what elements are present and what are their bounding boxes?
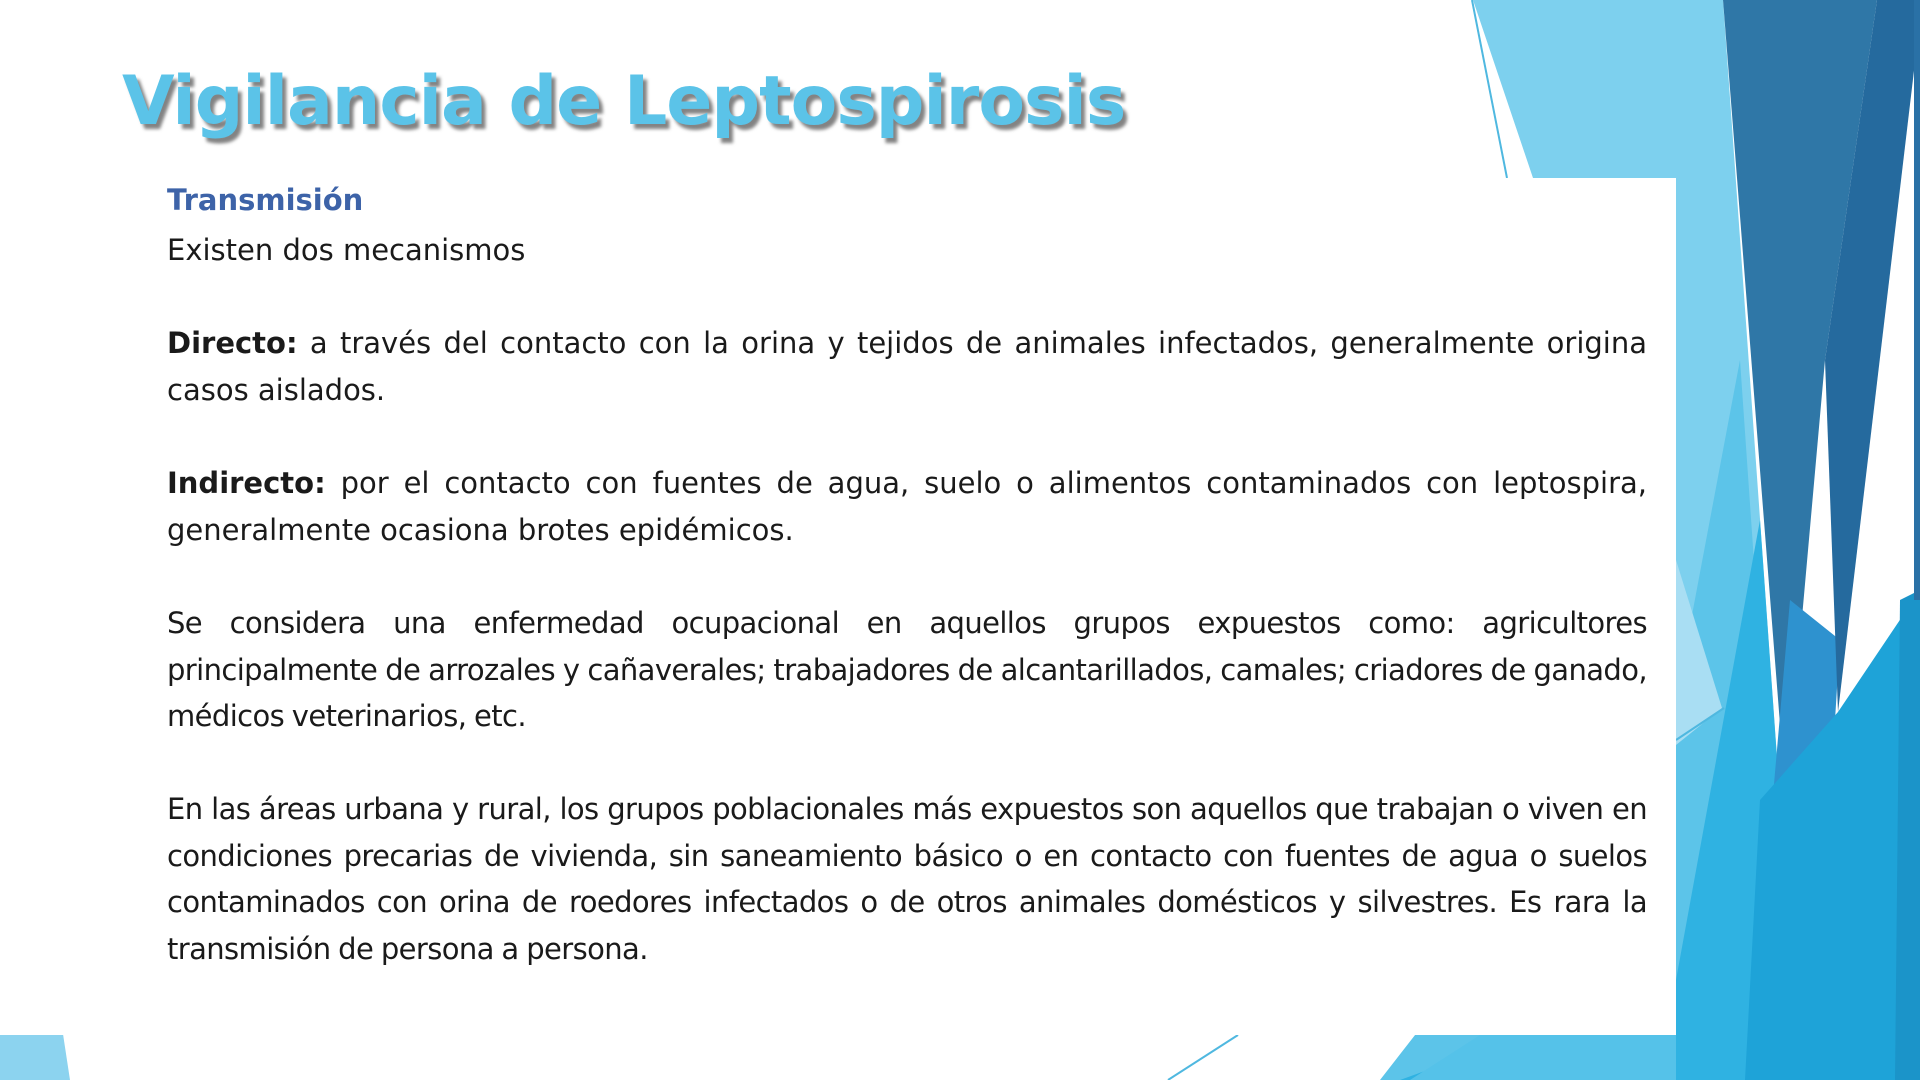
paragraph-urban-rural [167, 786, 1647, 972]
paragraph-body: a través del contacto con la orina y tejidos de animales infectados, generalmente origina casos aislados. [167, 326, 1647, 407]
paragraph-indirect [167, 460, 1647, 553]
section-heading: Transmisión [167, 183, 364, 217]
paragraph-body: por el contacto con fuentes de agua, suelo o alimentos contaminados con leptospira, generalmente ocasiona brotes epidémicos. [167, 466, 1647, 547]
paragraph-body: Se considera una enfermedad ocupacional en aquellos grupos expuestos como: agricultores principalmente de arrozales y cañaverales; trabajadores de alcantarillados, camales; criadores de ganado, médicos veterinarios, etc. [167, 606, 1647, 733]
slide-title: Vigilancia de Leptospirosis [122, 62, 1126, 141]
intro-text: Existen dos mecanismos [167, 233, 526, 267]
paragraph-body: En las áreas urbana y rural, los grupos poblacionales más expuestos son aquellos que trabajan o viven en condiciones precarias de vivienda, sin saneamiento básico o en contacto con fuentes de agua o suelos contaminados con orina de roedores infectados o de otros animales domésticos y silvestres. Es rara la transmisión de persona a persona. [167, 792, 1647, 966]
paragraph-label: Directo: [167, 326, 298, 360]
paragraph-label: Indirecto: [167, 466, 326, 500]
paragraph-direct [167, 320, 1647, 413]
paragraph-occupational [167, 600, 1647, 740]
